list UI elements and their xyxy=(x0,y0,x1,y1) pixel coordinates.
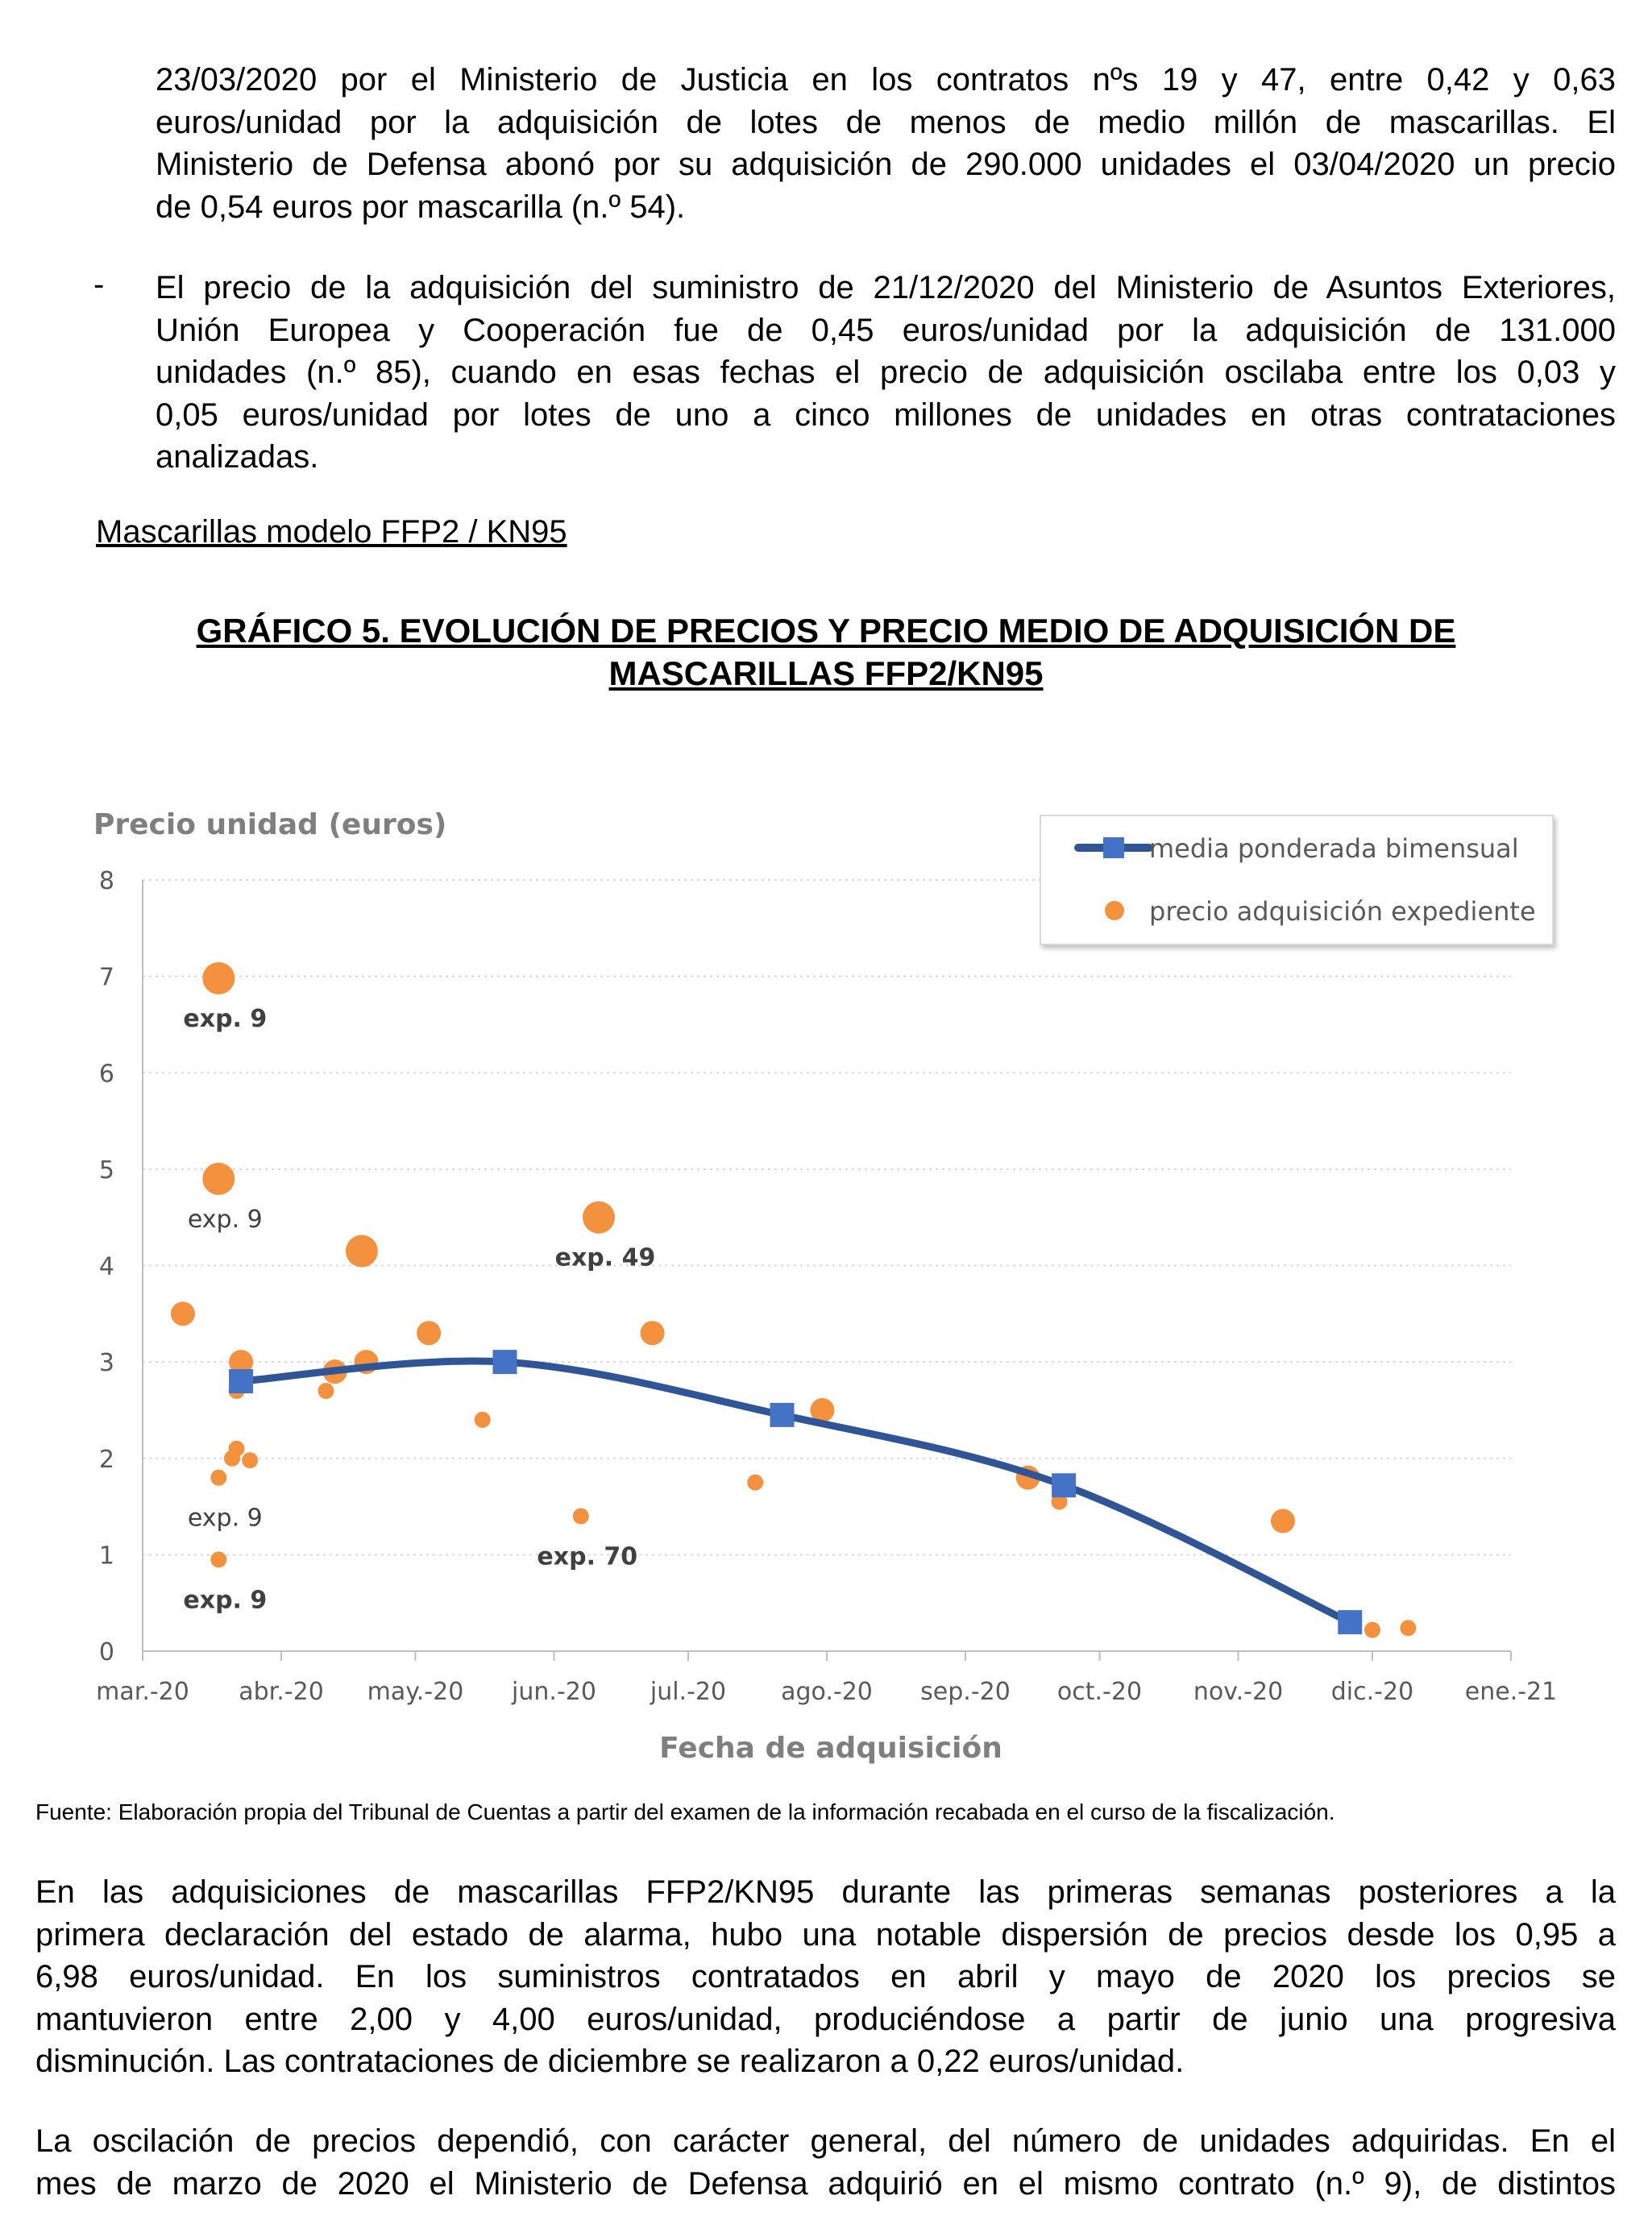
text-line: unidades (n.º 85), cuando en esas fechas el precio de adquisición oscilaba entre los 0,03 y xyxy=(156,355,1616,390)
scatter-point xyxy=(171,1301,195,1326)
point-label: exp. 9 xyxy=(183,1586,268,1615)
text-line: disminución. Las contrataciones de diciembre se realizaron a 0,22 euros/unidad. xyxy=(35,2044,1185,2079)
text-line: primera declaración del estado de alarma, hubo una notable dispersión de precios desde los 0,95 a xyxy=(35,1916,1616,1953)
y-tick-label: 0 xyxy=(98,1638,114,1666)
bullet-marker: - xyxy=(93,267,105,302)
average-line xyxy=(241,1361,1350,1622)
scatter-point xyxy=(1271,1509,1295,1534)
average-point xyxy=(1338,1610,1362,1634)
y-tick-label: 4 xyxy=(98,1252,114,1281)
y-axis-title: Precio unidad (euros) xyxy=(93,808,447,841)
x-tick-label: dic.-20 xyxy=(1330,1678,1414,1706)
text-line: de 0,54 euros por mascarilla (n.º 54). xyxy=(156,189,686,225)
x-tick-label: jul.-20 xyxy=(650,1678,727,1706)
text-line: 6,98 euros/unidad. En los suministros contratados en abril y mayo de 2020 los precios se xyxy=(35,1959,1616,1994)
text-line: euros/unidad por la adquisición de lotes de menos de medio millón de mascarillas. El xyxy=(156,104,1616,140)
point-label: exp. 9 xyxy=(187,1504,263,1533)
axes xyxy=(143,880,1511,1661)
scatter-point xyxy=(242,1452,258,1468)
body-paragraph xyxy=(35,2120,1616,2205)
text-line: La oscilación de precios dependió, con carácter general, del número de unidades adquiridas. En el xyxy=(35,2123,1616,2159)
average-point xyxy=(770,1403,795,1427)
y-tick-label: 5 xyxy=(98,1156,114,1185)
chart-title-line: MASCARILLAS FFP2/KN95 xyxy=(608,654,1044,692)
x-tick-label: ene.-21 xyxy=(1464,1678,1558,1706)
y-tick-label: 7 xyxy=(98,963,114,992)
text-line: 23/03/2020 por el Ministerio de Justicia en los contratos nºs 19 y 47, entre 0,42 y 0,63 xyxy=(156,62,1616,98)
y-tick-label: 3 xyxy=(98,1349,114,1378)
gridlines xyxy=(143,880,1511,1554)
point-label: exp. 70 xyxy=(537,1542,638,1571)
text-line: 0,05 euros/unidad por lotes de uno a cinco millones de unidades en otras contrataciones xyxy=(156,396,1616,433)
section-heading: Mascarillas modelo FFP2 / KN95 xyxy=(96,514,567,550)
scatter-point xyxy=(346,1235,378,1268)
y-tick-label: 1 xyxy=(98,1542,114,1571)
scatter-point xyxy=(417,1321,441,1345)
x-tick-label: nov.-20 xyxy=(1193,1678,1284,1706)
scatter-point xyxy=(1364,1622,1380,1638)
point-label: exp. 9 xyxy=(187,1205,263,1234)
average-point xyxy=(492,1350,517,1374)
body-paragraph xyxy=(35,1871,1616,2083)
x-tick-label: abr.-20 xyxy=(239,1678,324,1706)
scatter-point xyxy=(210,1551,226,1567)
x-tick-label: ago.-20 xyxy=(781,1678,873,1706)
legend-label-scatter-series: precio adquisición expediente xyxy=(1149,896,1536,927)
tick-labels xyxy=(96,867,1557,1706)
point-label: exp. 49 xyxy=(554,1243,656,1272)
x-tick-label: may.-20 xyxy=(367,1678,464,1706)
text-line: Unión Europea y Cooperación fue de 0,45 euros/unidad por la adquisición de 131.000 xyxy=(156,312,1616,348)
point-label: exp. 9 xyxy=(183,1005,268,1034)
scatter-point xyxy=(202,1163,235,1195)
chart-title-line: GRÁFICO 5. EVOLUCIÓN DE PRECIOS Y PRECIO MEDIO DE ADQUISICIÓN DE xyxy=(196,612,1456,650)
x-tick-label: oct.-20 xyxy=(1056,1678,1143,1706)
scatter-point xyxy=(583,1202,615,1234)
legend-square-marker xyxy=(1103,837,1124,858)
text-line: analizadas. xyxy=(156,439,319,475)
scatter-point xyxy=(229,1441,245,1457)
average-point xyxy=(229,1369,253,1393)
legend xyxy=(1040,816,1553,944)
average-line-series xyxy=(229,1350,1362,1634)
average-point xyxy=(1052,1473,1076,1497)
x-tick-label: jun.-20 xyxy=(512,1678,596,1706)
text-line: mes de marzo de 2020 el Ministerio de Defensa adquirió en el mismo contrato (n.º 9), de distintos xyxy=(35,2165,1616,2202)
y-tick-label: 2 xyxy=(98,1445,114,1474)
scatter-point xyxy=(641,1321,665,1345)
legend-label-line-series: media ponderada bimensual xyxy=(1149,833,1519,864)
scatter-point xyxy=(1400,1620,1416,1636)
scatter-point xyxy=(747,1475,763,1491)
scatter-point xyxy=(573,1509,589,1525)
y-tick-label: 6 xyxy=(98,1060,114,1089)
scatter-point xyxy=(202,962,235,994)
y-tick-label: 8 xyxy=(98,867,114,895)
text-line: Ministerio de Defensa abonó por su adquisición de 290.000 unidades el 03/04/2020 un precio xyxy=(156,147,1616,182)
x-axis-title: Fecha de adquisición xyxy=(659,1732,1002,1765)
scatter-point xyxy=(475,1412,491,1428)
scatter-series xyxy=(171,962,1416,1638)
x-tick-label: mar.-20 xyxy=(96,1678,189,1706)
scatter-point xyxy=(318,1383,334,1399)
text-line: mantuvieron entre 2,00 y 4,00 euros/unidad, produciéndose a partir de junio una progresiva xyxy=(35,2001,1616,2037)
x-tick-label: sep.-20 xyxy=(920,1678,1011,1706)
source-note: Fuente: Elaboración propia del Tribunal de Cuentas a partir del examen de la información recabada en el curso de la fiscalización. xyxy=(35,1799,1335,1824)
text-line: En las adquisiciones de mascarillas FFP2/KN95 durante las primeras semanas posteriores a la xyxy=(35,1874,1616,1910)
text-line: El precio de la adquisición del suministro de 21/12/2020 del Ministerio de Asuntos Exteriores, xyxy=(156,270,1616,305)
scatter-point xyxy=(210,1470,226,1486)
legend-circle-marker xyxy=(1105,901,1124,920)
